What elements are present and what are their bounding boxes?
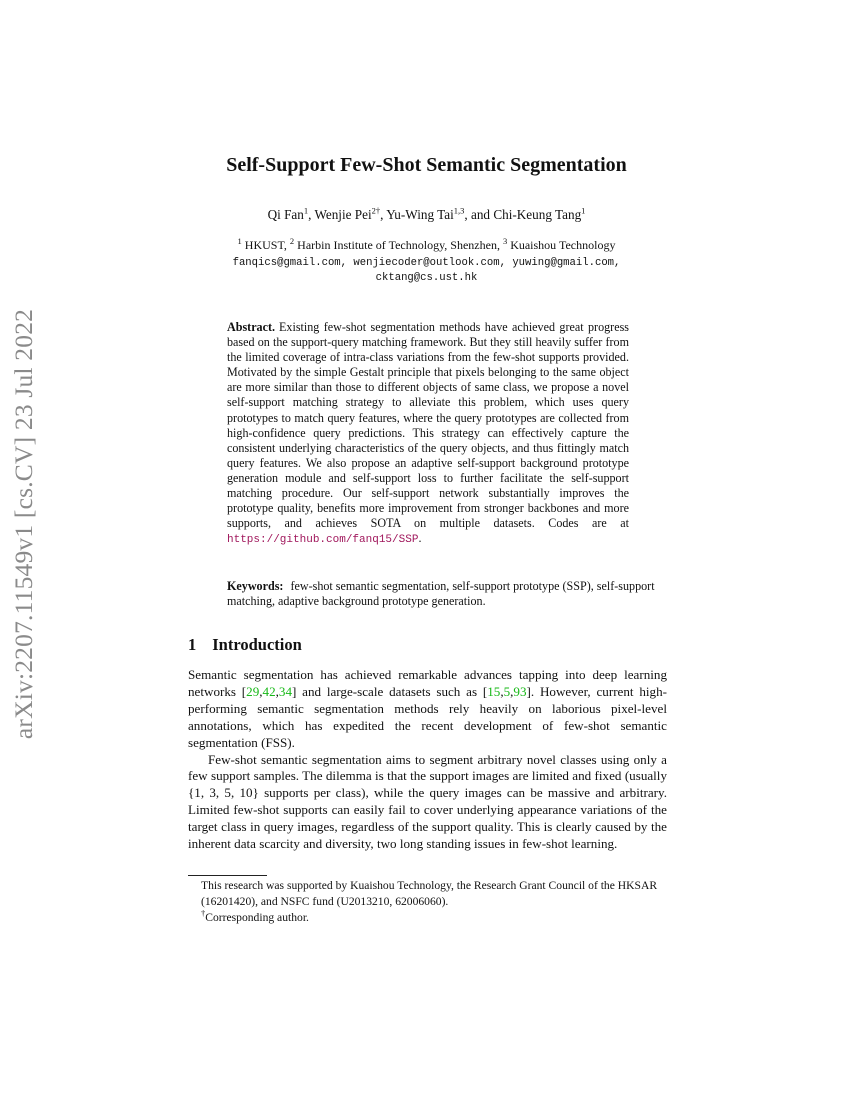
footnote: †Corresponding author.	[201, 907, 309, 924]
section-heading	[188, 635, 302, 655]
author-name: Wenjie Pei	[314, 207, 372, 222]
author-affil-mark: 1,3	[453, 205, 465, 216]
abstract-label: Abstract.	[227, 320, 276, 334]
paper-title: Self-Support Few-Shot Semantic Segmentation	[226, 154, 627, 176]
footnote: This research was supported by Kuaishou Technology, the Research Grant Council of the HKSAR (16201420), and NSFC fund (U2013210, 62006060).	[201, 879, 658, 908]
arxiv-stamp-text: arXiv:2207.11549v1 [cs.CV] 23 Jul 2022	[9, 308, 38, 740]
keywords-label: Keywords:	[227, 579, 284, 593]
section-title: Introduction	[212, 635, 302, 654]
citation-link[interactable]: 29	[246, 683, 260, 699]
email-line: cktang@cs.ust.hk	[375, 272, 478, 284]
footnote-rule	[188, 875, 267, 876]
keywords-text: few-shot semantic segmentation, self-support prototype (SSP), self-support matching, adaptive background prototype generation.	[227, 579, 655, 609]
author-name: Chi-Keung Tang	[493, 207, 582, 222]
author-name: Qi Fan	[267, 207, 304, 222]
author-name: Yu-Wing Tai	[386, 207, 454, 222]
author-affil-mark: 2†	[371, 205, 381, 216]
citation-link[interactable]: 34	[278, 683, 292, 699]
paragraph: Semantic segmentation has achieved remarkable advances tapping into deep learning networks [29,42,34] and large-scale datasets such as [15,5,93]. However, current high-performing semantic segmentation methods rely heavily on laborious pixel-level annotations, which has expedited the recent development of few-shot semantic segmentation (FSS).	[188, 667, 667, 750]
arxiv-stamp	[2, 302, 46, 746]
code-url-link[interactable]: https://github.com/fanq15/SSP	[227, 534, 419, 547]
author-list: Qi Fan$^1$, Wenjie Pei$^{2\dagger}$, Yu-Wing Tai$^{1,3}$, and Chi-Keung Tang$^1$	[267, 205, 586, 222]
author-emails	[150, 256, 703, 286]
affiliation: HKUST	[244, 238, 284, 252]
keywords	[227, 579, 657, 609]
abstract-text: Existing few-shot segmentation methods have achieved great progress based on the support-query matching framework. But they still heavily suffer from the limited coverage of intra-class variations from the few-shot supports provided. Motivated by the simple Gestalt principle that pixels belonging to the same object are more similar than those to different objects of same class, we propose a novel self-support matching strategy to alleviate this problem, which uses query prototypes to match query features, where the query prototypes are collected from high-confidence query predictions. This strategy can effectively capture the consistent underlying characteristics of the query objects, and thus fittingly match query features. We also propose an adaptive self-support background prototype generation module and self-support loss to further facilitate the self-support matching procedure. Our self-support network substantially improves the prototype quality, benefits more improvement from stronger backbones and more supports, and achieves SOTA on multiple datasets. Codes are at	[227, 320, 629, 531]
author-affil-mark: 1	[303, 205, 309, 216]
footnotes	[201, 878, 669, 925]
affiliation: Kuaishou Technology	[510, 238, 616, 252]
body-text	[188, 667, 667, 853]
author-affil-mark: 1	[581, 205, 586, 216]
citation-link[interactable]: 93	[513, 683, 527, 699]
affiliation: Harbin Institute of Technology, Shenzhen	[297, 238, 497, 252]
paragraph: Few-shot semantic segmentation aims to segment arbitrary novel classes using only a few support samples. The dilemma is that the support images are limited and fixed (usually {1, 3, 5, 10} supports per class), while the query images can be massive and arbitrary. Limited few-shot supports can easily fail to cover underlying appearance variations of the target class in query images, regardless of the support quality. This is clearly caused by the inherent data scarcity and diversity, two long standing issues in few-shot learning.	[188, 751, 667, 852]
email-line: fanqics@gmail.com, wenjiecoder@outlook.com, yuwing@gmail.com,	[232, 257, 621, 269]
abstract: Abstract. Existing few-shot segmentation methods have achieved great progress based on the support-query matching framework. But they still heavily suffer from the limited coverage of intra-class variations from the few-shot supports provided. Motivated by the simple Gestalt principle that pixels belonging to the same object are more similar than those to different objects of same class, we propose a novel self-support matching strategy to alleviate this problem, which uses query prototypes to match query features, where the query prototypes are collected from high-confidence query predictions. This strategy can effectively capture the consistent underlying characteristics of the query objects, and thus fittingly match query features. We also propose an adaptive self-support background prototype generation module and self-support loss to further facilitate the self-support matching procedure. Our self-support network substantially improves the prototype quality, benefits more improvement from stronger backbones and more supports, and achieves SOTA on multiple datasets. Codes are at https://github.com/fanq15/SSP.	[227, 320, 629, 547]
citation-link[interactable]: 5	[503, 683, 511, 699]
affiliations: $^1$ HKUST, $^2$ Harbin Institute of Technology, Shenzhen, $^3$ Kuaishou Technology	[237, 236, 616, 252]
citation-link[interactable]: 42	[262, 683, 276, 699]
section-number: 1	[188, 635, 197, 654]
citation-link[interactable]: 15	[487, 683, 501, 699]
